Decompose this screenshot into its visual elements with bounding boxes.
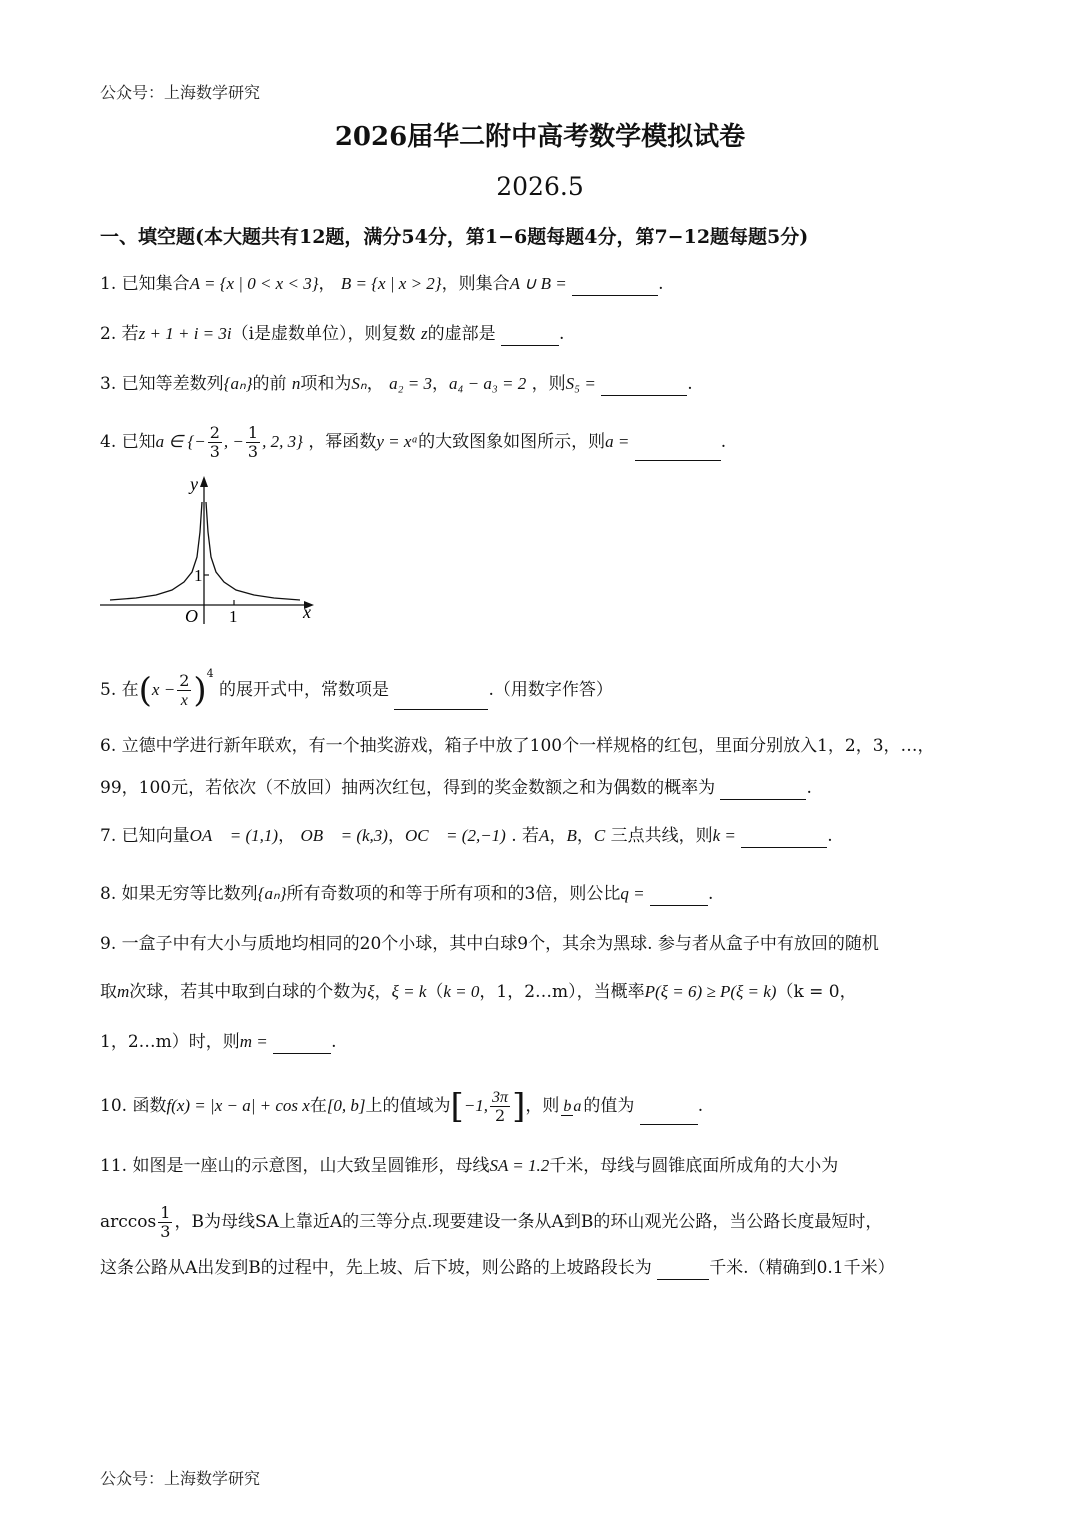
- answer-blank[interactable]: [601, 377, 687, 396]
- fraction: $\frac{1}{3}$: [160, 1203, 171, 1241]
- left-branch: [110, 502, 202, 600]
- question-2: 2. 若z + 1 + i = 3i（i是虚数单位），则复数 z的虚部是 .: [100, 324, 565, 344]
- fraction: $\frac{3\pi}{2}$: [492, 1089, 509, 1125]
- exam-date: 2026.5: [496, 172, 584, 201]
- power-function-graph: [96, 472, 326, 632]
- footer-text: 公众号：上海数学研究: [100, 1469, 261, 1488]
- y-tick-label: 1: [194, 566, 203, 585]
- origin-label: O: [185, 606, 198, 626]
- y-label: y: [190, 474, 198, 494]
- fraction: $\frac{1}{3}$: [247, 423, 259, 461]
- question-11: 11. 如图是一座山的示意图，山大致呈圆锥形，母线SA = 1.2千米，母线与圆锥底面所成角的大小为: [100, 1156, 839, 1176]
- question-1: 1. 已知集合A = {x | 0 < x < 3}， B = {x | x > 2}，则集合A ∪ B = .: [100, 274, 664, 294]
- x-label: x: [303, 602, 311, 622]
- exam-title: 2026届华二附中高考数学模拟试卷: [334, 122, 746, 152]
- question-11-line-3: 这条公路从A出发到B的过程中，先上坡、后下坡，则公路的上坡路段长为 千米.（精确到0.1千米）: [100, 1258, 895, 1278]
- question-8: 8. 如果无穷等比数列{aₙ}所有奇数项的和等于所有项和的3倍，则公比q = .: [100, 884, 714, 904]
- header-text: 公众号：上海数学研究: [100, 83, 261, 102]
- question-9-line-3: 1，2…m）时，则m = .: [100, 1032, 337, 1052]
- question-9: 9. 一盒子中有大小与质地均相同的20个小球，其中白球9个，其余为黑球. 参与者从盒子中有放回的随机: [100, 934, 879, 954]
- answer-blank[interactable]: [572, 277, 658, 296]
- x-tick-label: 1: [229, 607, 238, 626]
- answer-blank[interactable]: [635, 442, 721, 461]
- fraction: b a: [563, 1098, 582, 1115]
- fraction: $\frac{2}{3}$: [209, 423, 220, 461]
- question-4: 4. 已知a ∈ {− $\frac{2}{3}$ , − $\frac{1}{3}$ , 2, 3} ，幂函数y = xᵃ的大致图象如图所示，则a = .: [100, 423, 727, 461]
- answer-blank[interactable]: [394, 691, 488, 710]
- section-heading: 一、填空题(本大题共有12题，满分54分，第1−6题每题4分，第7−12题每题5分): [100, 226, 809, 248]
- answer-blank[interactable]: [640, 1106, 698, 1125]
- answer-blank[interactable]: [273, 1035, 331, 1054]
- right-branch: [206, 502, 300, 600]
- question-10: 10. 函数f(x) = |x − a| + cos x在[0, b]上的值域为[−1, $\frac{3\pi}{2}$ ]，则 b a 的值为 .: [100, 1086, 704, 1127]
- answer-blank[interactable]: [657, 1261, 709, 1280]
- question-6: 6. 立德中学进行新年联欢，有一个抽奖游戏，箱子中放了100个一样规格的红包，里面分别放入1，2，3，…，: [100, 736, 935, 756]
- fraction: $\frac{2}{x}$: [179, 670, 190, 709]
- answer-blank[interactable]: [741, 829, 827, 848]
- question-9-line-2: 取m次球，若其中取到白球的个数为ξ，ξ = k（k = 0，1，2…m），当概率P(ξ = 6) ≥ P(ξ = k)（k = 0，: [100, 982, 857, 1002]
- question-7: 7. 已知向量OA⃗ = (1,1)， OB⃗ = (k,3)，OC⃗ = (2,−1) . 若A，B，C 三点共线，则k = .: [100, 826, 833, 846]
- answer-blank[interactable]: [501, 327, 559, 346]
- y-arrow-icon: [200, 476, 208, 487]
- answer-blank[interactable]: [650, 887, 708, 906]
- answer-blank[interactable]: [720, 781, 806, 800]
- question-3: 3. 已知等差数列{aₙ}的前 n项和为Sₙ， a₂ = 3，a₄ − a₃ = 2 ，则S₅ = .: [100, 374, 693, 394]
- question-11-line-2: arccos $\frac{1}{3}$ ，B为母线SA上靠近A的三等分点.现要建设一条从A到B的环山观光公路，当公路长度最短时，: [100, 1203, 883, 1241]
- question-5: 5. 在(x − $\frac{2}{x})^4$ 的展开式中，常数项是 .（用数字作答）: [100, 667, 613, 711]
- question-6-line-2: 99，100元，若依次（不放回）抽两次红包，得到的奖金数额之和为偶数的概率为 .: [100, 778, 812, 798]
